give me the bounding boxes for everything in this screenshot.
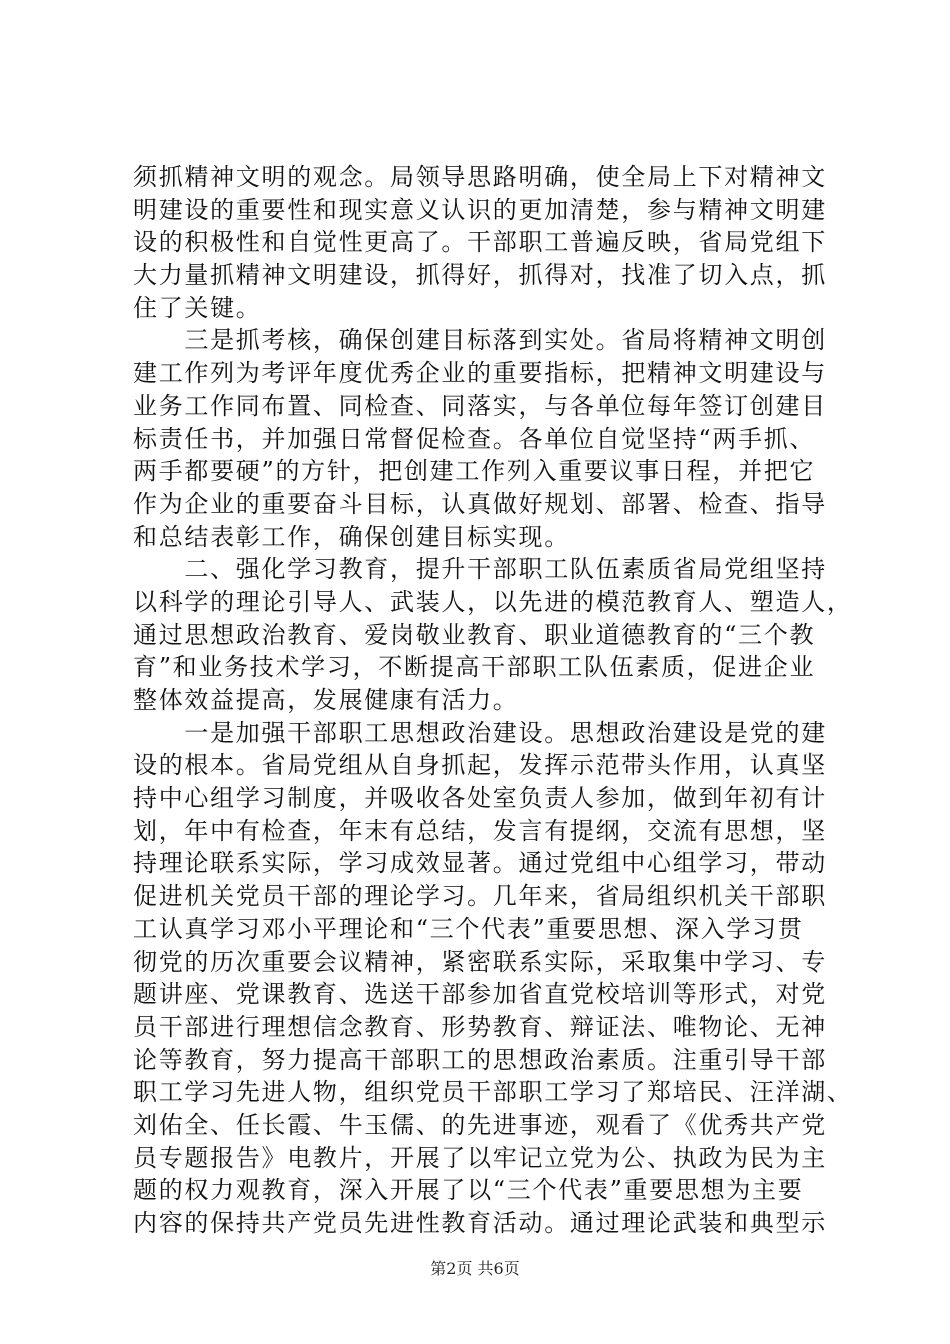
text-line: 业务工作同布置、同检查、同落实，与各单位每年签订创建目 xyxy=(133,391,827,420)
text-line: 以科学的理论引导人、武装人，以先进的模范教育人、塑造人， xyxy=(133,587,853,616)
text-line: 整体效益提高，发展健康有活力。 xyxy=(133,686,519,714)
text-line: 设的积极性和自觉性更高了。干部职工普遍反映，省局党组下 xyxy=(133,228,827,257)
text-line: 三是抓考核，确保创建目标落到实处。省局将精神文明创 xyxy=(133,326,827,355)
text-line: 内容的保持共产党员先进性教育活动。通过理论武装和典型示 xyxy=(133,1209,827,1237)
text-line: 建工作列为考评年度优秀企业的重要指标，把精神文明建设与 xyxy=(133,359,827,388)
text-line: 标责任书，并加强日常督促检查。各单位自觉坚持“两手抓、 xyxy=(133,424,816,453)
text-line: 大力量抓精神文明建设，抓得好，抓得对，找准了切入点，抓 xyxy=(133,261,827,290)
text-line: 一是加强干部职工思想政治建设。思想政治建设是党的建 xyxy=(133,718,827,747)
text-line: 题讲座、党课教育、选送干部参加省直党校培训等形式，对党 xyxy=(133,980,827,1009)
document-body xyxy=(133,161,853,1240)
text-line: 持理论联系实际，学习成效显著。通过党组中心组学习，带动 xyxy=(133,849,827,878)
text-line: 明建设的重要性和现实意义认识的更加清楚，参与精神文明建 xyxy=(133,195,827,224)
page-footer: 第2页 共6页 xyxy=(430,1259,520,1278)
text-line: 两手都要硬”的方针，把创建工作列入重要议事日程，并把它 xyxy=(133,457,816,486)
text-line: 员专题报告》电教片，开展了以牢记立党为公、执政为民为主 xyxy=(133,1143,827,1172)
text-line: 职工学习先进人物，组织党员干部职工学习了郑培民、汪洋湖、 xyxy=(133,1078,853,1107)
text-line: 刘佑全、任长霞、牛玉儒、的先进事迹，观看了《优秀共产党 xyxy=(133,1110,827,1139)
text-line: 通过思想政治教育、爱岗敬业教育、职业道德教育的“三个教 xyxy=(133,620,816,649)
text-line: 彻党的历次重要会议精神，紧密联系实际，采取集中学习、专 xyxy=(133,947,827,976)
text-line: 持中心组学习制度，并吸收各处室负责人参加，做到年初有计 xyxy=(133,784,827,813)
text-line: 题的权力观教育，深入开展了以“三个代表”重要思想为主要 xyxy=(133,1176,804,1205)
text-line: 促进机关党员干部的理论学习。几年来，省局组织机关干部职 xyxy=(133,882,827,911)
text-line: 须抓精神文明的观念。局领导思路明确，使全局上下对精神文 xyxy=(133,163,827,191)
text-line: 和总结表彰工作，确保创建目标实现。 xyxy=(133,522,570,551)
text-line: 论等教育，努力提高干部职工的思想政治素质。注重引导干部 xyxy=(133,1045,827,1074)
text-line: 划，年中有检查，年末有总结，发言有提纲，交流有思想，坚 xyxy=(133,816,827,845)
text-line: 二、强化学习教育，提升干部职工队伍素质省局党组坚持 xyxy=(133,555,827,584)
text-line: 设的根本。省局党组从自身抓起，发挥示范带头作用，认真坚 xyxy=(133,751,827,780)
text-line: 育”和业务技术学习，不断提高干部职工队伍素质，促进企业 xyxy=(133,653,816,682)
text-line: 住了关键。 xyxy=(133,293,262,322)
text-line: 工认真学习邓小平理论和“三个代表”重要思想、深入学习贯 xyxy=(133,914,804,943)
text-line: 员干部进行理想信念教育、形势教育、辩证法、唯物论、无神 xyxy=(133,1012,827,1041)
text-line: 作为企业的重要奋斗目标，认真做好规划、部署、检查、指导 xyxy=(133,489,827,518)
